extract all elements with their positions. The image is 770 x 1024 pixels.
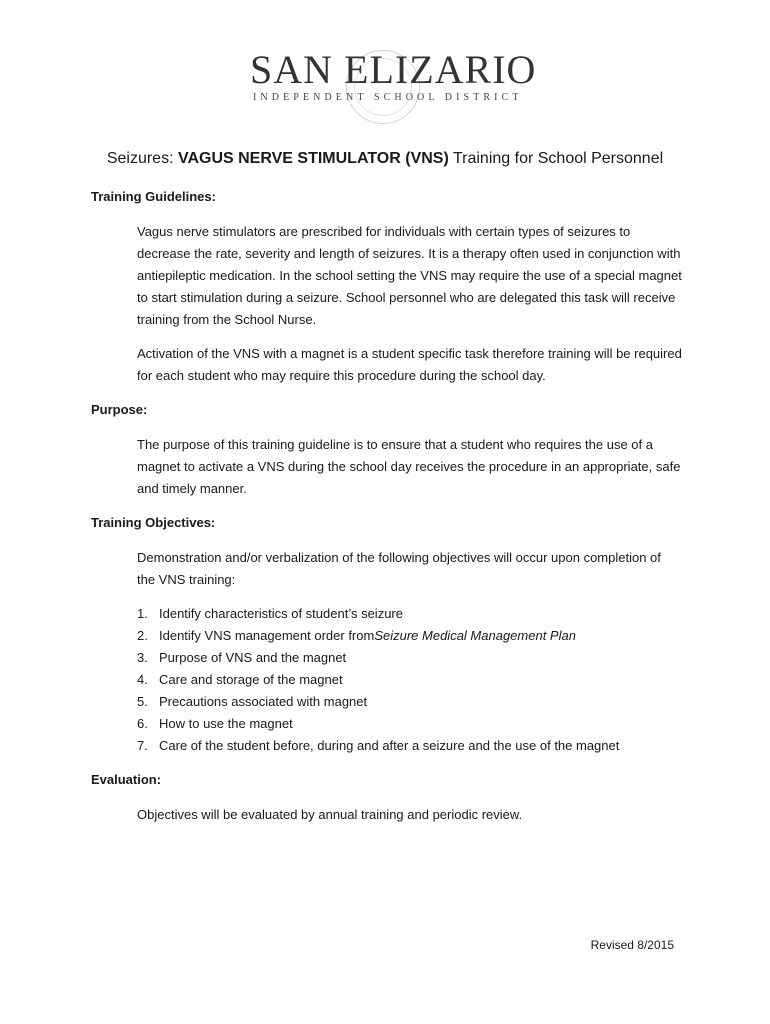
list-item — [137, 625, 682, 647]
list-number: 1. — [137, 606, 148, 621]
paragraph-evaluation: Objectives will be evaluated by annual training and periodic review. — [137, 807, 523, 822]
title-suffix: Training for School Personnel — [448, 150, 664, 167]
logo-subtitle: INDEPENDENT SCHOOL DISTRICT — [253, 92, 523, 103]
list-text: Care and storage of the magnet — [159, 672, 343, 687]
revised-date: Revised 8/2015 — [590, 938, 674, 952]
list-number: 6. — [137, 716, 148, 731]
list-text-italic: Seizure Medical Management Plan — [374, 628, 576, 643]
document-title — [0, 150, 770, 168]
list-item — [137, 603, 682, 625]
list-text: Identify characteristics of student’s seizure — [159, 606, 403, 621]
title-prefix: Seizures: — [106, 150, 178, 167]
heading-training-objectives: Training Objectives: — [91, 515, 216, 530]
list-text: Precautions associated with magnet — [159, 694, 368, 709]
list-text: Care of the student before, during and after a seizure and the use of the magnet — [159, 738, 620, 753]
list-text: Purpose of VNS and the magnet — [159, 650, 347, 665]
paragraph-purpose: The purpose of this training guideline is to ensure that a student who requires the use of a magnet to activate a VNS during the school day receives the procedure in an appropriate, safe and timely manner. — [137, 437, 681, 496]
list-number: 2. — [137, 628, 148, 643]
list-number: 7. — [137, 738, 148, 753]
list-item — [137, 691, 682, 713]
list-number: 4. — [137, 672, 148, 687]
heading-training-guidelines: Training Guidelines: — [91, 189, 216, 204]
list-item — [137, 669, 682, 691]
paragraph-guidelines-2: Activation of the VNS with a magnet is a student specific task therefore training will be required for each student who may require this procedure during the school day. — [137, 346, 682, 383]
paragraph-objectives: Demonstration and/or verbalization of the following objectives will occur upon completion of the VNS training: — [137, 550, 661, 587]
logo-name: SAN ELIZARIO — [250, 47, 537, 92]
list-number: 3. — [137, 650, 148, 665]
list-text: Identify VNS management order from — [159, 628, 375, 643]
paragraph-guidelines-1: Vagus nerve stimulators are prescribed for individuals with certain types of seizures to decrease the rate, severity and length of seizures. It is a therapy often used in conjunction with antiepileptic medication. In the school setting the VNS may require the use of a special magnet to start stimulation during a seizure. School personnel who are delegated this task will receive training from the School Nurse. — [137, 224, 682, 327]
title-bold: VAGUS NERVE STIMULATOR (VNS) — [177, 150, 449, 167]
heading-purpose: Purpose: — [91, 402, 148, 417]
list-text: How to use the magnet — [159, 716, 293, 731]
heading-evaluation: Evaluation: — [91, 772, 162, 787]
list-item — [137, 713, 682, 735]
list-item — [137, 647, 682, 669]
list-item — [137, 735, 682, 757]
objectives-list — [137, 603, 682, 757]
list-number: 5. — [137, 694, 148, 709]
district-logo — [0, 44, 770, 124]
